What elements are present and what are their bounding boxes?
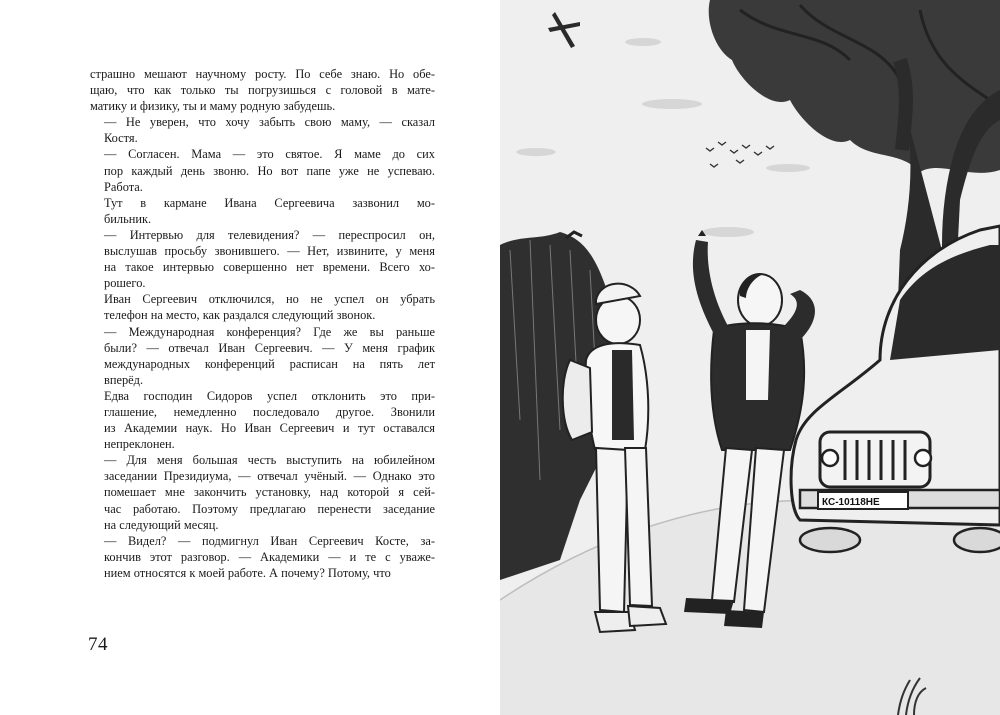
paragraph	[90, 452, 435, 532]
license-plate-text: КС-10118НЕ	[822, 497, 880, 508]
paragraph	[90, 114, 435, 146]
text-line: Едва господин Сидоров успел отклонить это при-	[104, 388, 435, 403]
text-line: — Для меня большая честь выступить на юбилейном	[104, 453, 435, 468]
body-text	[90, 66, 435, 581]
text-line: Работа.	[104, 179, 143, 194]
text-line: страшно мешают научному росту. По себе знаю. Но обе-	[90, 67, 435, 81]
text-line: на такое интервью совершенно нет времени. Всего хо-	[104, 260, 435, 275]
text-line: — Видел? — подмигнул Иван Сергеевич Косте, за-	[104, 533, 435, 548]
text-line: на следующий месяц.	[104, 517, 219, 532]
text-line: пор каждый день звоню. Но вот папе уже не успеваю.	[104, 163, 435, 178]
illustration-page	[500, 0, 1000, 715]
text-line: кончив этот разговор. — Академики — и те с уваже-	[104, 549, 435, 564]
paragraph	[90, 388, 435, 452]
text-line: Тут в кармане Ивана Сергеевича зазвонил мо-	[104, 195, 435, 210]
text-line: помешает мне закончить установку, над которой я сей-	[104, 485, 435, 500]
text-line: бильник.	[104, 211, 152, 226]
text-line: рошего.	[104, 276, 146, 291]
text-line: — Не уверен, что хочу забыть свою маму, — сказал	[104, 115, 435, 130]
text-line: непреклонен.	[104, 437, 175, 452]
text-line: — Согласен. Мама — это святое. Я маме до сих	[104, 147, 435, 162]
text-line: Костя.	[104, 131, 138, 146]
text-line: час работаю. Поэтому предлагаю перенести заседание	[104, 501, 435, 516]
book-illustration	[500, 0, 1000, 715]
page-number: 74	[88, 634, 108, 655]
paragraph	[90, 227, 435, 291]
paragraph	[90, 66, 435, 114]
text-line: глашение, немедленно последовало другое. Звонили	[104, 404, 435, 419]
text-line: щаю, что как только ты погрузишься с головой в мате-	[90, 83, 435, 98]
paragraph	[90, 533, 435, 581]
text-line: — Интервью для телевидения? — переспросил он,	[104, 227, 435, 242]
text-line: нием относятся к моей работе. А почему? Потому, что	[104, 565, 391, 580]
paragraph	[90, 146, 435, 194]
text-line: из Академии наук. Но Иван Сергеевич и тут оставался	[104, 421, 435, 436]
text-line: Иван Сергеевич отключился, но не успел он убрать	[104, 292, 435, 307]
text-line: заседании Президиума, — отвечал учёный. — Однако это	[104, 469, 435, 484]
text-line: телефон на место, как раздался следующий звонок.	[104, 308, 376, 323]
text-line: были? — отвечал Иван Сергеевич. — У меня график	[104, 340, 435, 355]
paragraph	[90, 324, 435, 388]
text-line: — Международная конференция? Где же вы раньше	[104, 324, 435, 339]
text-line: матику и физику, ты и маму родную забудешь.	[90, 99, 336, 114]
paragraph	[90, 291, 435, 323]
text-line: вперёд.	[104, 372, 144, 387]
text-line: выслушав просьбу звонившего. — Нет, извините, у меня	[104, 244, 435, 259]
paragraph	[90, 195, 435, 227]
text-line: международных конференций расписан на пять лет	[104, 356, 435, 371]
